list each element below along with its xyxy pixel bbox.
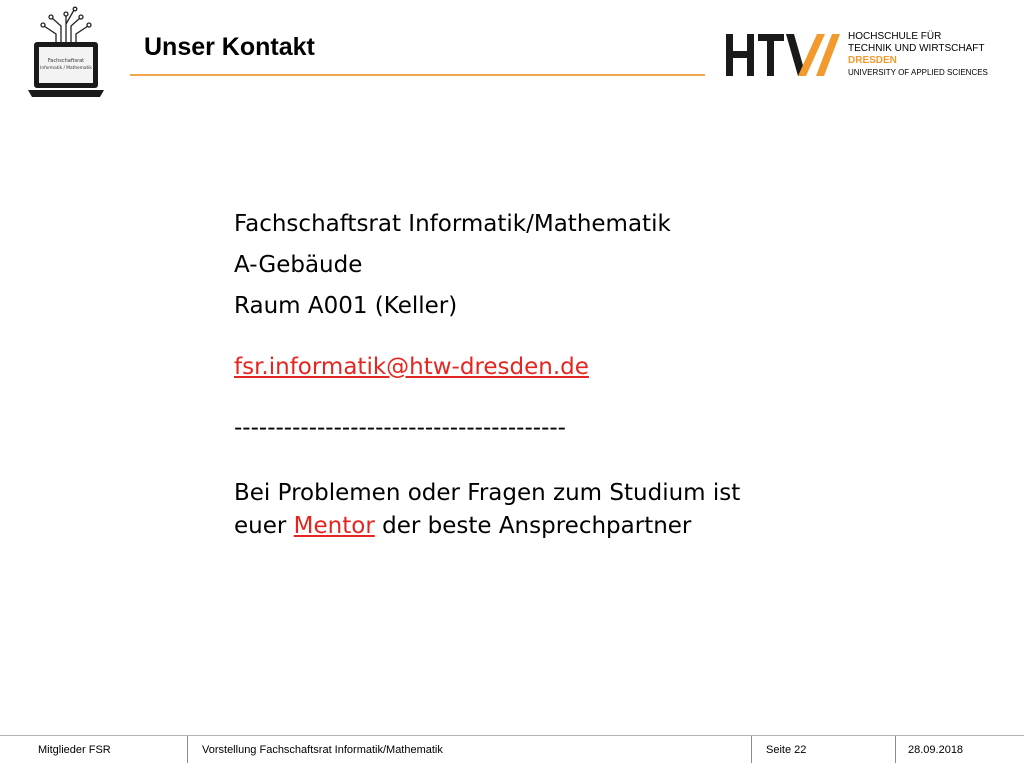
para-line-2 (234, 510, 834, 543)
dashed-divider: ---------------------------------------- (234, 415, 566, 441)
para-post: der beste Ansprechpartner (382, 513, 692, 539)
footer-section: Mitglieder FSR (38, 744, 111, 756)
footer-date: 28.09.2018 (908, 744, 964, 756)
spacer (234, 388, 834, 408)
contact-content (234, 204, 834, 543)
htw-line-1: HOCHSCHULE FÜR (848, 31, 942, 42)
building: A-Gebäude (234, 252, 363, 278)
logo-text-line1: Fachschaftsrat (47, 58, 85, 64)
para-pre: euer (234, 513, 287, 539)
htw-logo-text (848, 31, 988, 79)
footer (0, 736, 1024, 768)
room: Raum A001 (Keller) (234, 293, 458, 319)
para-line-1: Bei Problemen oder Fragen zum Studium ist (234, 480, 741, 506)
mentor-link[interactable]: Mentor (293, 513, 375, 539)
htw-city: DRESDEN (848, 55, 897, 66)
spacer (234, 449, 834, 469)
logo-text-line2: Informatik / Mathematik (40, 66, 92, 71)
email-link[interactable]: fsr.informatik@htw-dresden.de (234, 354, 589, 380)
footer-separator (187, 736, 188, 763)
htw-logo-mark (724, 30, 842, 80)
footer-presentation: Vorstellung Fachschaftsrat Informatik/Mathematik (202, 744, 443, 756)
htw-subtitle: UNIVERSITY OF APPLIED SCIENCES (848, 68, 988, 77)
title-underline (130, 74, 705, 76)
mentor-paragraph (234, 477, 834, 543)
org-name: Fachschaftsrat Informatik/Mathematik (234, 211, 671, 237)
footer-page: Seite 22 (766, 744, 807, 756)
fsr-laptop-logo (26, 4, 106, 100)
slide-title: Unser Kontakt (144, 33, 315, 61)
htw-line-2: TECHNIK UND WIRTSCHAFT (848, 43, 985, 54)
spacer (234, 327, 834, 347)
footer-separator (751, 736, 752, 763)
footer-separator (895, 736, 896, 763)
